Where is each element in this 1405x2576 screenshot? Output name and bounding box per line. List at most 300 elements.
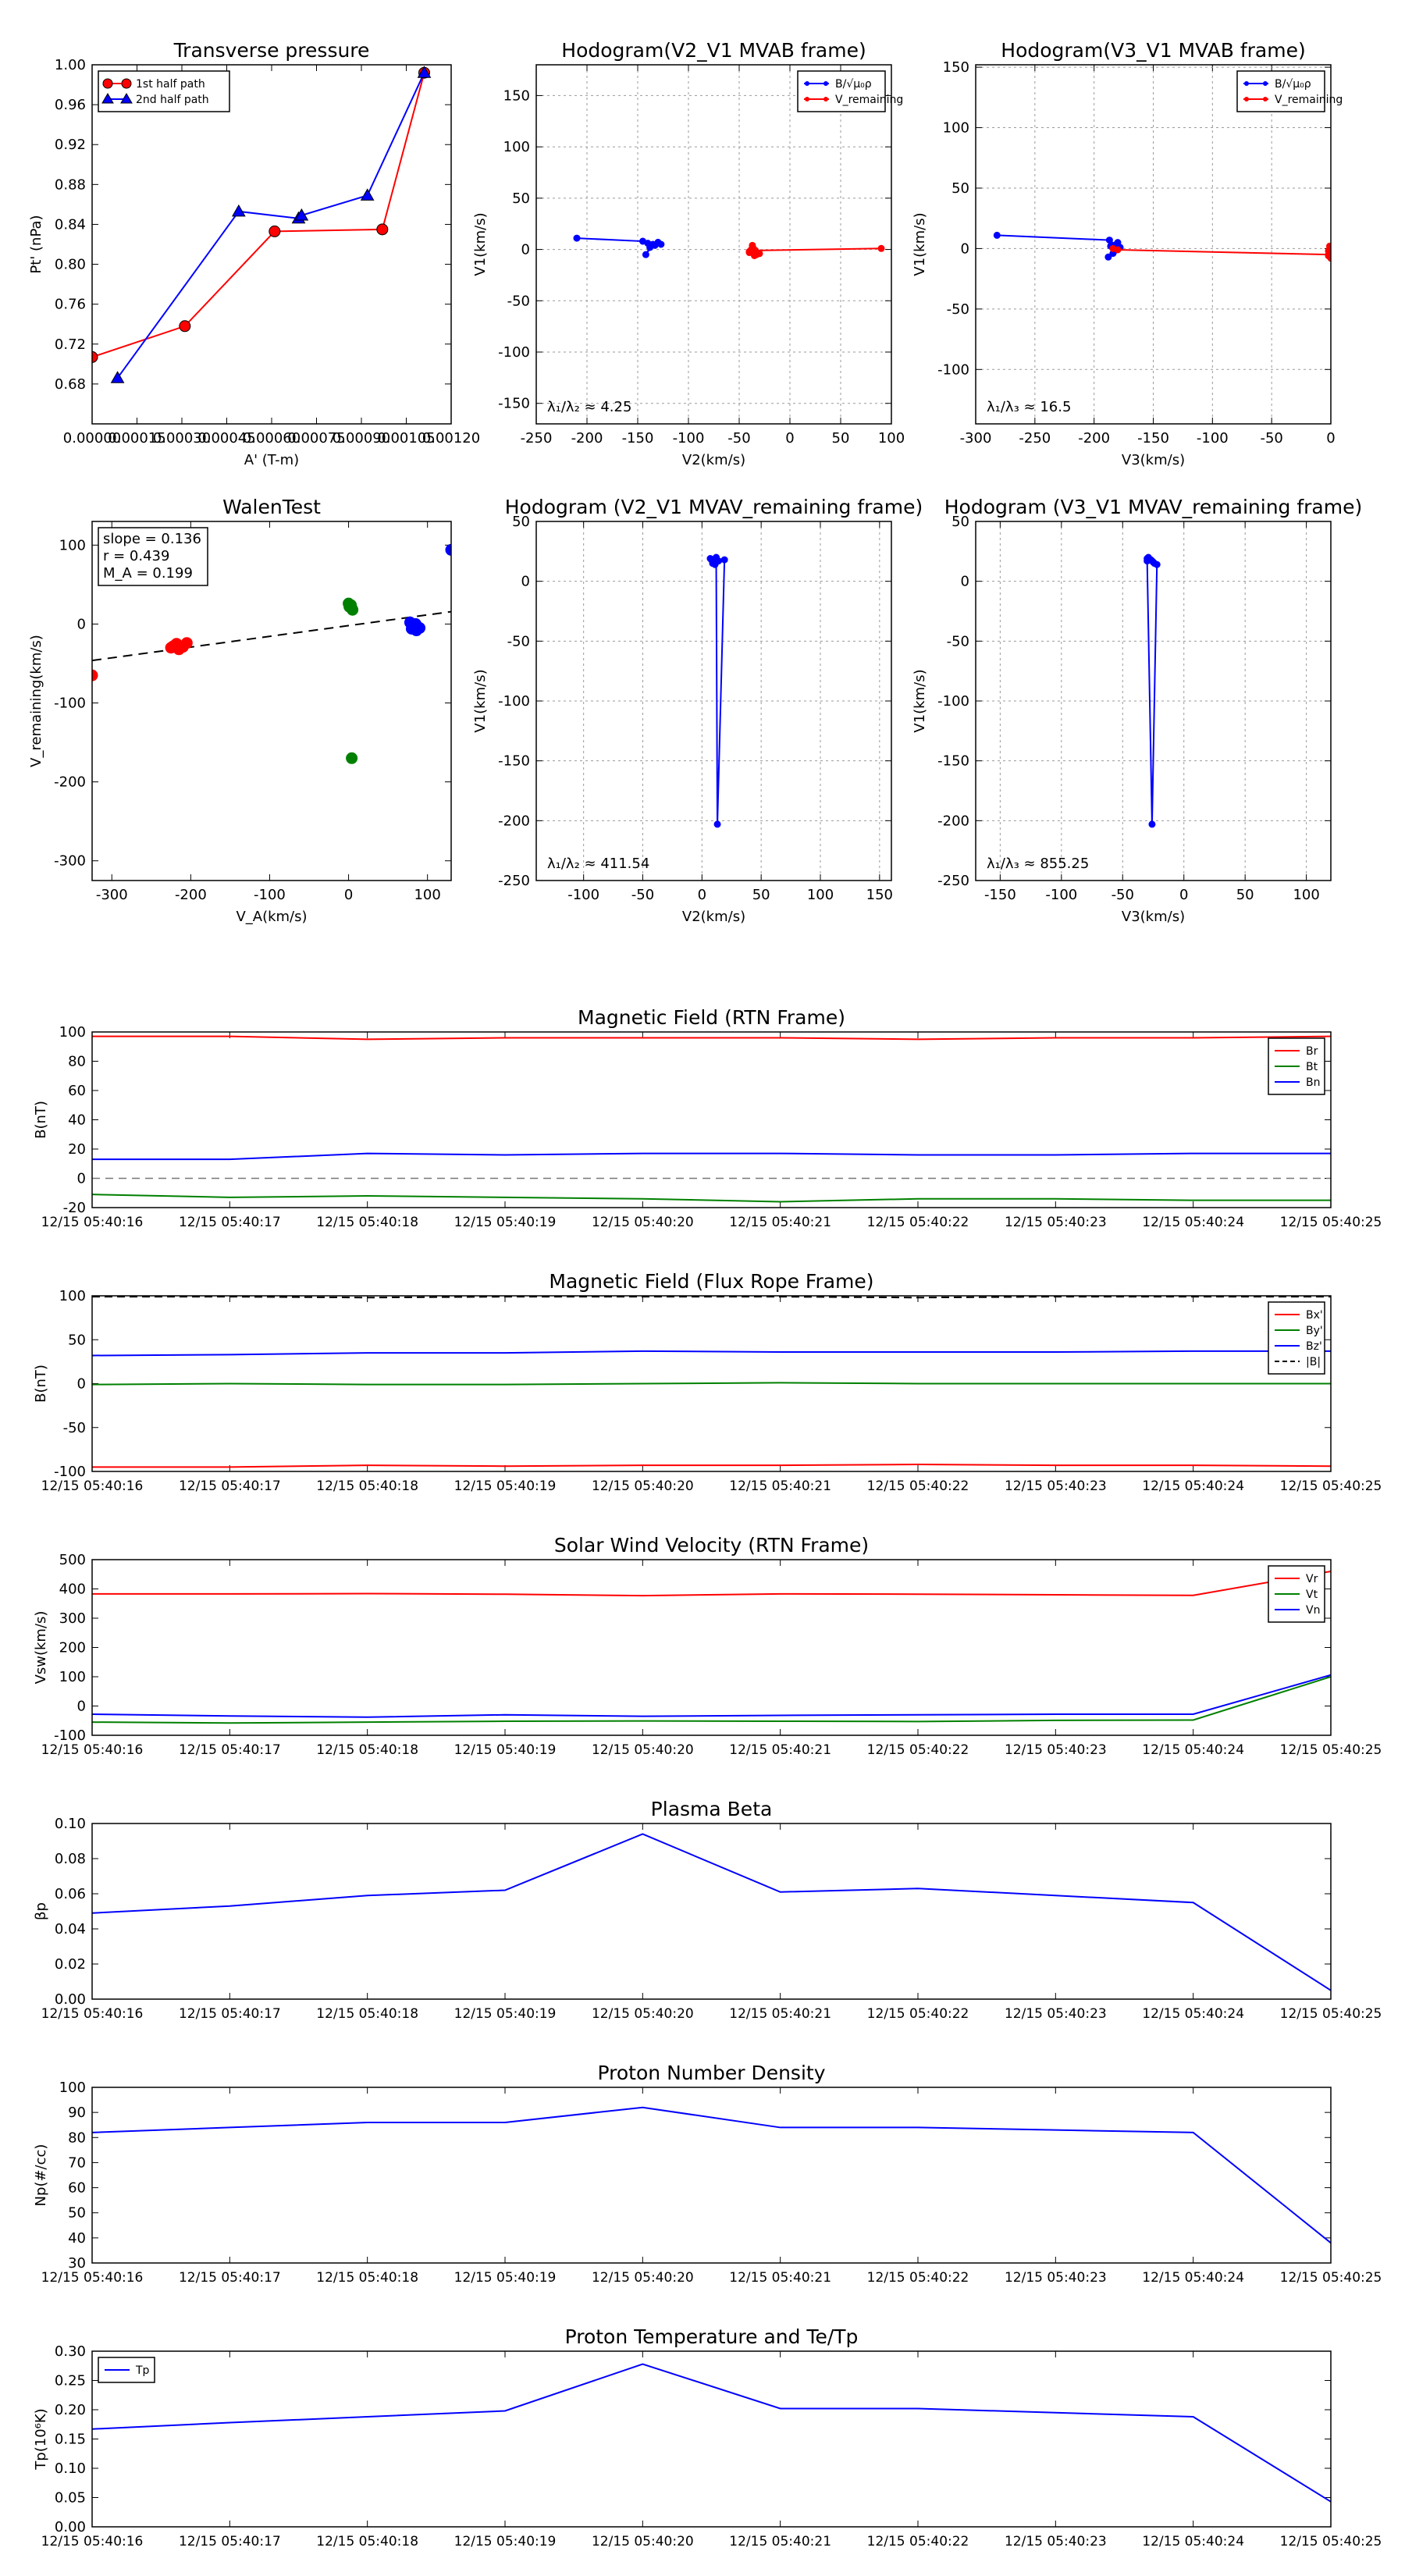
x-tick-label: -250 <box>1019 430 1051 447</box>
y-tick-label: -150 <box>498 753 530 770</box>
data-point <box>642 251 649 258</box>
x-tick-label: 12/15 05:40:19 <box>454 2270 557 2286</box>
data-point <box>645 240 651 247</box>
y-tick-label: 0.80 <box>54 256 86 273</box>
y-axis-label: V_remaining(km/s) <box>28 635 44 767</box>
plot-area <box>92 1834 1331 1991</box>
x-tick-label: 50 <box>752 887 770 903</box>
y-axis-label: V1(km/s) <box>472 212 489 276</box>
x-tick-label: 12/15 05:40:21 <box>729 2006 832 2022</box>
fit-line <box>92 612 451 661</box>
x-tick-label: 0.00120 <box>422 430 481 447</box>
chart-title: Solar Wind Velocity (RTN Frame) <box>553 1534 870 1557</box>
y-tick-label: -50 <box>507 633 530 650</box>
series-By' <box>92 1382 1331 1384</box>
series-Bx' <box>92 1464 1331 1467</box>
x-tick-label: 100 <box>877 430 905 447</box>
x-tick-label: 0.00105 <box>377 430 436 447</box>
chart-title: WalenTest <box>222 496 321 518</box>
data-point <box>1326 243 1332 249</box>
x-tick-label: -100 <box>567 887 600 903</box>
series-beta <box>92 1834 1331 1991</box>
data-point <box>878 245 884 251</box>
x-tick-label: 100 <box>806 887 834 903</box>
x-tick-label: 12/15 05:40:19 <box>454 2006 557 2022</box>
legend <box>798 71 903 112</box>
legend-marker <box>823 81 828 86</box>
y-axis-label: B(nT) <box>33 1364 49 1403</box>
y-tick-label: 0.96 <box>54 97 86 114</box>
x-tick-label: 12/15 05:40:21 <box>729 2534 832 2549</box>
chart-title: Proton Number Density <box>597 2062 826 2084</box>
y-tick-label: 0.30 <box>54 2343 86 2360</box>
x-tick-label: 0 <box>697 887 707 903</box>
x-tick-label: 12/15 05:40:18 <box>316 1215 419 1230</box>
x-tick-label: 12/15 05:40:23 <box>1004 1215 1107 1230</box>
x-tick-label: 12/15 05:40:24 <box>1142 1215 1245 1230</box>
legend-label: V_remaining <box>1275 94 1343 106</box>
x-tick-label: 12/15 05:40:19 <box>454 2534 557 2549</box>
chart-hodo_v3_mvab <box>912 39 1343 468</box>
x-tick-label: 12/15 05:40:23 <box>1004 1478 1107 1494</box>
x-tick-label: -100 <box>672 430 705 447</box>
y-tick-label: 100 <box>59 1669 86 1685</box>
legend-label: V_remaining <box>835 94 904 106</box>
y-tick-label: -100 <box>498 344 530 361</box>
y-tick-label: 0.05 <box>54 2489 86 2507</box>
chart-bfield_fr <box>33 1270 1382 1494</box>
series-V <box>1144 554 1161 827</box>
series-n <box>404 544 457 635</box>
legend-label: B/√μ₀ρ <box>835 78 872 91</box>
x-tick-label: 100 <box>1293 887 1320 903</box>
x-tick-label: 12/15 05:40:22 <box>866 1215 969 1230</box>
stats-text: r = 0.439 <box>103 548 170 564</box>
x-tick-label: 0 <box>785 430 795 447</box>
x-tick-label: 12/15 05:40:16 <box>41 2534 144 2549</box>
x-axis-label: V3(km/s) <box>1121 452 1186 468</box>
x-tick-label: 12/15 05:40:22 <box>866 2270 969 2286</box>
x-tick-label: 12/15 05:40:17 <box>178 2270 281 2286</box>
plot-area <box>87 66 431 382</box>
y-tick-label: 0.68 <box>54 375 86 393</box>
legend-marker <box>1263 97 1268 101</box>
x-tick-label: 12/15 05:40:25 <box>1279 1742 1382 1758</box>
series-line <box>92 73 425 357</box>
eigenvalue-ratio-label: λ₁/λ₂ ≈ 411.54 <box>547 856 650 872</box>
y-tick-label: 0 <box>76 616 86 633</box>
data-point-triangle <box>233 205 245 216</box>
series-line <box>92 1154 1331 1160</box>
data-point <box>1106 237 1112 244</box>
legend-label: By' <box>1306 1325 1323 1337</box>
legend <box>98 71 229 112</box>
chart-transverse <box>28 39 480 468</box>
y-tick-label: 50 <box>512 190 530 207</box>
y-tick-label: 40 <box>68 1112 86 1129</box>
x-tick-label: -200 <box>174 887 207 903</box>
y-tick-label: 0.10 <box>54 1816 86 1832</box>
y-tick-label: 50 <box>951 180 969 197</box>
data-point <box>344 601 355 612</box>
x-tick-label: 12/15 05:40:25 <box>1279 2006 1382 2022</box>
data-point <box>347 753 357 763</box>
y-tick-label: 60 <box>68 2179 86 2197</box>
chart-hodo_v2_mvav <box>472 496 923 925</box>
y-tick-label: 100 <box>59 2080 86 2096</box>
x-tick-label: 12/15 05:40:24 <box>1142 1478 1245 1494</box>
x-tick-label: 12/15 05:40:18 <box>316 2006 419 2022</box>
chart-title: Hodogram (V3_V1 MVAV_remaining frame) <box>944 496 1363 518</box>
data-point <box>574 235 580 241</box>
y-tick-label: 50 <box>951 514 969 530</box>
x-tick-label: 0.00060 <box>242 430 301 447</box>
series-line <box>92 1834 1331 1991</box>
y-tick-label: 500 <box>59 1552 86 1568</box>
x-tick-label: 0.00075 <box>287 430 346 447</box>
data-point-circle <box>269 226 280 237</box>
plot-area <box>92 1571 1331 1723</box>
series-line <box>92 1675 1331 1717</box>
y-tick-label: -200 <box>54 774 86 791</box>
plot-area <box>92 2364 1331 2502</box>
y-tick-label: 100 <box>59 1024 86 1041</box>
chart-walen <box>28 496 457 925</box>
series-Np <box>92 2108 1331 2243</box>
x-axis-label: V2(km/s) <box>681 909 746 925</box>
y-axis-label: Vsw(km/s) <box>33 1610 49 1685</box>
plot-area <box>92 2108 1331 2243</box>
x-tick-label: 50 <box>1236 887 1254 903</box>
x-tick-label: 12/15 05:40:20 <box>591 1478 694 1494</box>
series-line <box>749 245 881 255</box>
x-tick-label: -50 <box>1260 430 1283 447</box>
y-tick-label: 150 <box>942 59 969 76</box>
y-tick-label: -200 <box>937 813 969 830</box>
legend-label: Bn <box>1306 1076 1321 1089</box>
plot-frame <box>536 65 891 424</box>
stats-text: slope = 0.136 <box>103 531 201 547</box>
legend <box>98 2357 155 2382</box>
data-point <box>658 241 664 247</box>
data-point <box>746 248 752 254</box>
y-tick-label: -100 <box>937 693 969 710</box>
x-tick-label: 12/15 05:40:17 <box>178 1215 281 1230</box>
legend-label: Vn <box>1306 1604 1321 1617</box>
x-tick-label: 12/15 05:40:24 <box>1142 2006 1245 2022</box>
legend-marker <box>122 79 131 88</box>
data-point <box>707 556 713 562</box>
x-tick-label: 0 <box>1326 430 1336 447</box>
x-tick-label: 12/15 05:40:25 <box>1279 1478 1382 1494</box>
plot-area <box>574 235 884 258</box>
x-tick-label: 12/15 05:40:16 <box>41 1478 144 1494</box>
legend <box>1268 1038 1325 1094</box>
x-tick-label: -150 <box>984 887 1016 903</box>
y-tick-label: 0.72 <box>54 336 86 353</box>
y-axis-label: Np(#/cc) <box>33 2144 49 2207</box>
x-tick-label: 12/15 05:40:22 <box>866 1742 969 1758</box>
y-tick-label: -50 <box>946 301 969 318</box>
series-line <box>92 1464 1331 1467</box>
y-tick-label: -200 <box>498 813 530 830</box>
series-line <box>92 1037 1331 1040</box>
stats-text: M_A = 0.199 <box>103 565 193 582</box>
y-tick-label: 0.88 <box>54 176 86 194</box>
series-line <box>1113 246 1331 258</box>
y-tick-label: 0.84 <box>54 216 86 233</box>
x-tick-label: 12/15 05:40:18 <box>316 2270 419 2286</box>
x-tick-label: 12/15 05:40:23 <box>1004 2270 1107 2286</box>
y-tick-label: 100 <box>503 139 530 156</box>
legend-label: 1st half path <box>136 78 205 91</box>
legend-label: Bz' <box>1306 1340 1322 1353</box>
x-tick-label: 12/15 05:40:16 <box>41 1215 144 1230</box>
y-axis-label: Tp(10⁶K) <box>33 2408 49 2470</box>
x-tick-label: 12/15 05:40:22 <box>866 1478 969 1494</box>
y-tick-label: 0.20 <box>54 2402 86 2418</box>
series-line <box>92 1351 1331 1356</box>
series-line <box>1147 557 1158 824</box>
y-tick-label: 0.00 <box>54 1991 86 2008</box>
y-tick-label: 100 <box>942 119 969 137</box>
y-tick-label: -20 <box>62 1200 86 1216</box>
x-tick-label: 12/15 05:40:19 <box>454 1215 557 1230</box>
chart-bfield_rtn <box>33 1006 1382 1230</box>
y-tick-label: 0.25 <box>54 2372 86 2389</box>
plot-area <box>92 1297 1331 1467</box>
chart-title: Magnetic Field (RTN Frame) <box>578 1006 845 1029</box>
x-tick-label: 12/15 05:40:17 <box>178 1742 281 1758</box>
series-Vr <box>92 1571 1331 1596</box>
y-axis-label: V1(km/s) <box>912 212 928 276</box>
x-tick-label: 12/15 05:40:17 <box>178 2534 281 2549</box>
x-tick-label: 150 <box>866 887 894 903</box>
x-axis-label: V3(km/s) <box>1121 909 1186 925</box>
data-point <box>414 622 425 633</box>
series-V_remaining <box>746 242 884 258</box>
series-Bz' <box>92 1351 1331 1356</box>
data-point <box>171 639 182 649</box>
chart-title: Hodogram(V2_V1 MVAB frame) <box>561 39 866 62</box>
x-tick-label: -50 <box>631 887 655 903</box>
y-tick-label: 50 <box>68 1332 86 1349</box>
x-axis-label: V_A(km/s) <box>236 909 308 925</box>
y-tick-label: 50 <box>68 2204 86 2222</box>
series-r <box>87 638 192 681</box>
x-tick-label: 12/15 05:40:25 <box>1279 1215 1382 1230</box>
legend-label: Bx' <box>1306 1309 1323 1322</box>
x-tick-label: 12/15 05:40:19 <box>454 1478 557 1494</box>
y-tick-label: -50 <box>946 633 969 650</box>
series-t <box>343 598 358 763</box>
eigenvalue-ratio-label: λ₁/λ₃ ≈ 16.5 <box>987 399 1072 415</box>
x-tick-label: 12/15 05:40:23 <box>1004 1742 1107 1758</box>
y-tick-label: 150 <box>503 87 530 105</box>
series-line <box>92 2108 1331 2243</box>
legend-marker <box>1263 81 1268 86</box>
y-tick-label: -150 <box>498 395 530 412</box>
y-tick-label: 0 <box>521 573 530 590</box>
x-tick-label: 12/15 05:40:24 <box>1142 2534 1245 2549</box>
chart-title: Plasma Beta <box>650 1798 773 1820</box>
y-tick-label: 90 <box>68 2105 86 2122</box>
y-tick-label: -300 <box>54 852 86 870</box>
x-axis-label: V2(km/s) <box>681 452 746 468</box>
x-tick-label: 12/15 05:40:17 <box>178 2006 281 2022</box>
x-tick-label: 12/15 05:40:24 <box>1142 2270 1245 2286</box>
x-tick-label: 12/15 05:40:18 <box>316 1478 419 1494</box>
y-tick-label: -100 <box>54 1727 86 1744</box>
legend-label: Br <box>1306 1045 1318 1058</box>
y-tick-label: 0.15 <box>54 2431 86 2448</box>
series-line <box>710 557 724 824</box>
eigenvalue-ratio-label: λ₁/λ₃ ≈ 855.25 <box>987 856 1090 872</box>
y-tick-label: 0 <box>960 573 969 590</box>
y-tick-label: -50 <box>507 293 530 310</box>
x-tick-label: -50 <box>1111 887 1134 903</box>
x-tick-label: -150 <box>1137 430 1169 447</box>
x-tick-label: 0.00015 <box>108 430 166 447</box>
plot-frame <box>92 2351 1331 2527</box>
series-line <box>92 1382 1331 1384</box>
plot-frame <box>92 1823 1331 1999</box>
x-tick-label: 12/15 05:40:18 <box>316 1742 419 1758</box>
y-tick-label: 50 <box>512 514 530 530</box>
data-point-circle <box>377 224 388 235</box>
legend-marker <box>823 97 828 101</box>
y-tick-label: -100 <box>937 361 969 379</box>
data-point <box>752 247 759 254</box>
y-tick-label: -250 <box>498 873 530 889</box>
x-tick-label: -100 <box>1196 430 1229 447</box>
plot-area <box>994 232 1334 261</box>
x-tick-label: 0 <box>343 887 354 903</box>
y-tick-label: 60 <box>68 1083 86 1099</box>
x-tick-label: 12/15 05:40:25 <box>1279 2534 1382 2549</box>
chart-title: Proton Temperature and Te/Tp <box>564 2325 859 2348</box>
y-axis-label: B(nT) <box>33 1101 49 1139</box>
x-tick-label: 0 <box>1179 887 1189 903</box>
data-point <box>994 232 1000 238</box>
series-V_remaining <box>1110 243 1334 261</box>
legend-marker <box>103 79 112 88</box>
x-tick-label: 12/15 05:40:16 <box>41 1742 144 1758</box>
x-tick-label: -100 <box>1045 887 1078 903</box>
x-tick-label: -250 <box>520 430 553 447</box>
x-tick-label: 12/15 05:40:23 <box>1004 2006 1107 2022</box>
legend <box>1268 1566 1325 1622</box>
plot-area <box>92 1037 1331 1202</box>
series-B/√μ₀ρ <box>994 232 1123 260</box>
legend-label: 2nd half path <box>136 94 209 106</box>
y-tick-label: 80 <box>68 1053 86 1070</box>
x-tick-label: -200 <box>1078 430 1111 447</box>
x-tick-label: 12/15 05:40:21 <box>729 1215 832 1230</box>
legend-label: |B| <box>1306 1356 1321 1368</box>
x-tick-label: 12/15 05:40:17 <box>178 1478 281 1494</box>
y-tick-label: 1.00 <box>54 57 86 73</box>
y-tick-label: -100 <box>498 693 530 710</box>
x-tick-label: 50 <box>831 430 850 447</box>
chart-hodo_v2_mvab <box>472 39 905 468</box>
series-line <box>92 1571 1331 1596</box>
x-tick-label: 12/15 05:40:20 <box>591 1215 694 1230</box>
plot-frame <box>92 1032 1331 1208</box>
x-tick-label: 12/15 05:40:21 <box>729 2270 832 2286</box>
y-tick-label: 0 <box>76 1170 86 1187</box>
chart-beta <box>33 1798 1382 2022</box>
y-tick-label: 200 <box>59 1639 86 1656</box>
x-tick-label: 0.00090 <box>332 430 391 447</box>
y-tick-label: 100 <box>59 1288 86 1304</box>
data-point <box>1149 821 1155 827</box>
chart-title: Hodogram (V2_V1 MVAV_remaining frame) <box>504 496 923 518</box>
chart-title: Transverse pressure <box>173 39 370 62</box>
series-Bt <box>92 1194 1331 1201</box>
x-tick-label: 0.00000 <box>62 430 122 447</box>
x-tick-label: 12/15 05:40:21 <box>729 1742 832 1758</box>
y-axis-label: βp <box>33 1902 49 1920</box>
data-point <box>714 821 720 827</box>
chart-temperature <box>33 2325 1382 2549</box>
chart-density <box>33 2062 1382 2286</box>
y-tick-label: -100 <box>54 1464 86 1480</box>
y-tick-label: 70 <box>68 2154 86 2172</box>
y-tick-label: 20 <box>68 1141 86 1158</box>
legend-label: B/√μ₀ρ <box>1275 78 1311 91</box>
y-tick-label: 0.76 <box>54 296 86 313</box>
data-point <box>1115 247 1121 253</box>
x-tick-label: -300 <box>95 887 128 903</box>
x-tick-label: 12/15 05:40:16 <box>41 2270 144 2286</box>
series-Br <box>92 1037 1331 1040</box>
legend-label: Bt <box>1306 1061 1318 1073</box>
y-tick-label: 100 <box>59 537 86 554</box>
x-tick-label: -50 <box>727 430 751 447</box>
y-tick-label: -250 <box>937 873 969 889</box>
data-point-triangle <box>112 372 124 382</box>
y-tick-label: 40 <box>68 2229 86 2247</box>
plot-area <box>707 554 727 827</box>
x-tick-label: -200 <box>571 430 603 447</box>
chart-vsw <box>33 1534 1382 1758</box>
legend-marker <box>805 97 809 101</box>
x-tick-label: 12/15 05:40:24 <box>1142 1742 1245 1758</box>
legend-marker <box>1244 81 1249 86</box>
x-tick-label: 0.00045 <box>197 430 256 447</box>
y-tick-label: 30 <box>68 2255 86 2272</box>
x-tick-label: 100 <box>414 887 441 903</box>
legend-label: Tp <box>136 2364 150 2377</box>
series-V <box>707 554 727 827</box>
x-tick-label: 12/15 05:40:22 <box>866 2534 969 2549</box>
plot-frame <box>92 1560 1331 1735</box>
eigenvalue-ratio-label: λ₁/λ₂ ≈ 4.25 <box>547 399 632 415</box>
x-tick-label: 12/15 05:40:21 <box>729 1478 832 1494</box>
data-point <box>181 638 192 649</box>
x-tick-label: 12/15 05:40:18 <box>316 2534 419 2549</box>
plot-frame <box>976 65 1331 424</box>
y-axis-label: V1(km/s) <box>912 669 928 733</box>
series-Tp <box>92 2364 1331 2502</box>
y-tick-label: -100 <box>54 695 86 712</box>
legend <box>1237 71 1343 112</box>
data-point <box>652 242 658 248</box>
x-axis-label: A' (T-m) <box>244 452 300 468</box>
series-Vn <box>92 1675 1331 1717</box>
x-tick-label: 12/15 05:40:20 <box>591 2534 694 2549</box>
